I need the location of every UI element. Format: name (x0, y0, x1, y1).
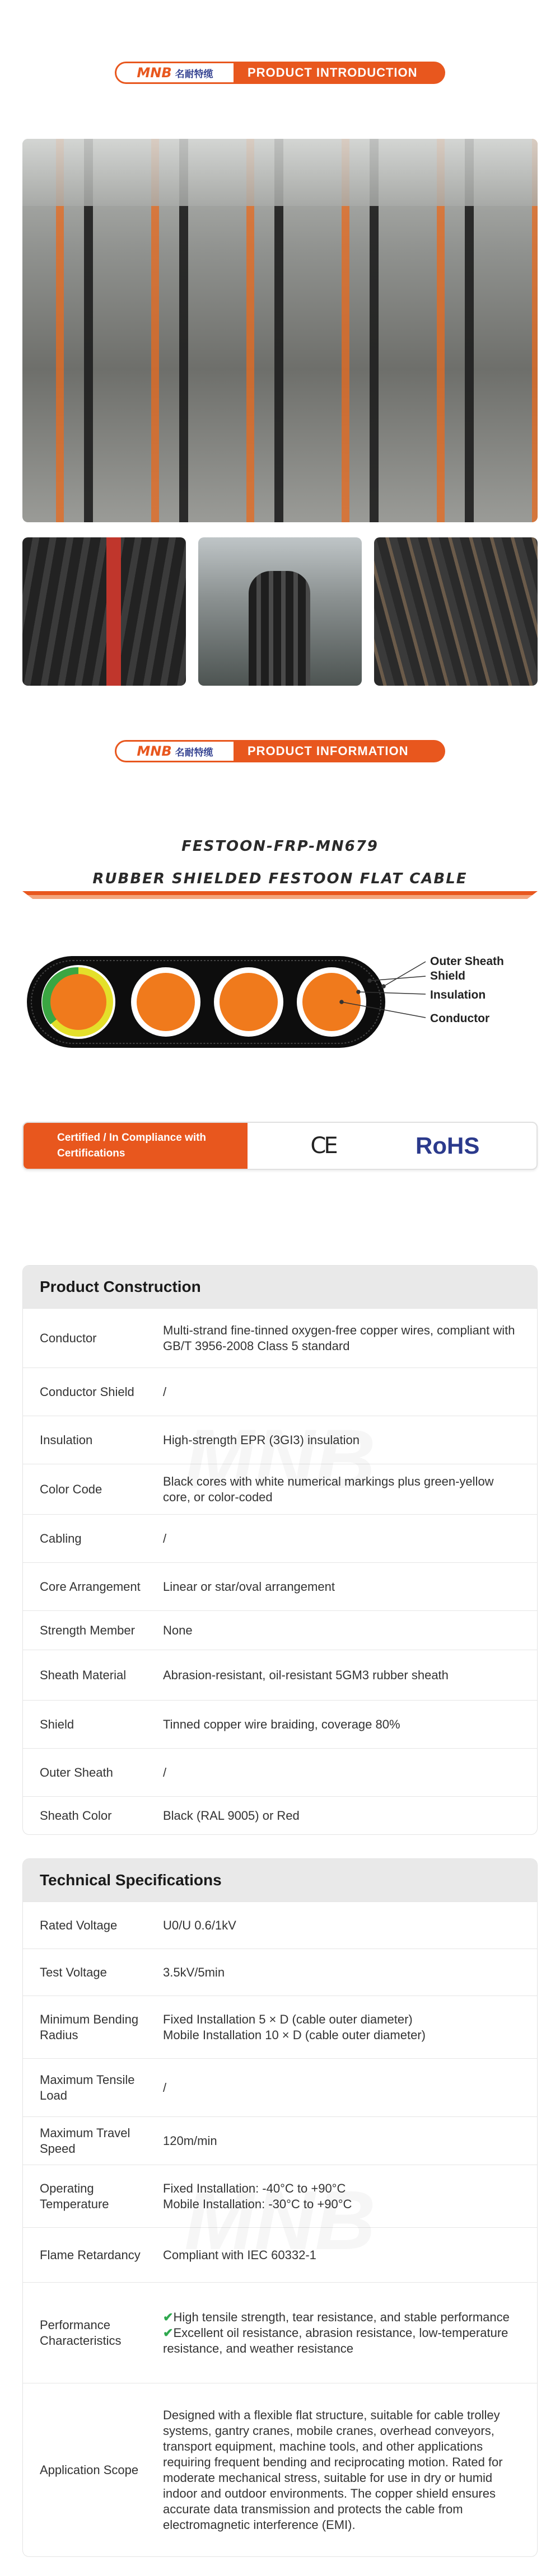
rohs-mark: RoHS (416, 1132, 480, 1159)
row-key: Operating Temperature (40, 2181, 109, 2211)
row-value: / (163, 1531, 167, 1545)
label-shield: Shield (430, 969, 466, 982)
row-value: High-strength EPR (3GI3) insulation (163, 1432, 360, 1447)
table-row (23, 1367, 537, 1416)
table-row (23, 1996, 537, 2058)
table-row (23, 1748, 537, 1796)
table-row (23, 1650, 537, 1700)
check-icon: ✔ (163, 2310, 174, 2324)
row-value: / (163, 1765, 167, 1779)
row-value: / (163, 1384, 167, 1399)
model-name: RUBBER SHIELDED FESTOON FLAT CABLE (92, 870, 468, 887)
feature-item (163, 2325, 520, 2357)
brand-logo (115, 62, 235, 84)
product-photo-3 (374, 537, 538, 686)
label-insulation: Insulation (430, 989, 486, 1001)
row-value: Tinned copper wire braiding, coverage 80% (163, 1717, 400, 1731)
cable-cross-section-diagram (22, 946, 538, 1058)
brand-logo (115, 740, 235, 762)
row-key: Conductor Shield (40, 1384, 134, 1399)
conductor-core-2 (137, 973, 195, 1031)
table-row (23, 1562, 537, 1610)
row-key: Sheath Color (40, 1808, 112, 1823)
row-value: Black (RAL 9005) or Red (163, 1808, 300, 1823)
table-row (23, 1416, 537, 1464)
row-value: Compliant with IEC 60332-1 (163, 2247, 316, 2262)
table-title: Technical Specifications (23, 1859, 537, 1901)
model-code: FESTOON-FRP-MN679 (181, 838, 379, 855)
row-value: Fixed Installation 5 × D (cable outer diameter) Mobile Installation 10 × D (cable outer diameter) (163, 2012, 426, 2042)
row-value (153, 2283, 537, 2383)
row-key: Core Arrangement (40, 1579, 141, 1594)
table-row (23, 1610, 537, 1650)
label-outer-sheath: Outer Sheath (430, 955, 504, 968)
row-value: Multi-strand fine-tinned oxygen-free copper wires, compliant with GB/T 3956-2008 Class 5 standard (163, 1323, 515, 1353)
row-key: Application Scope (40, 2462, 139, 2477)
table-row (23, 1514, 537, 1562)
certification-bar (22, 1122, 538, 1170)
row-key: Sheath Material (40, 1668, 127, 1682)
logo-mark: MNB (137, 65, 172, 81)
conductor-core-4 (302, 973, 361, 1031)
row-key: Strength Member (40, 1623, 135, 1637)
certification-label: Certified / In Compliance with Certifications (24, 1123, 248, 1169)
row-value: 3.5kV/5min (163, 1965, 225, 1979)
section-title: PRODUCT INTRODUCTION (235, 62, 445, 84)
row-key: Maximum Tensile Load (40, 2072, 135, 2102)
ce-mark: CE (310, 1133, 336, 1159)
row-value: 120m/min (163, 2133, 217, 2148)
logo-mark: MNB (137, 743, 172, 759)
product-photo-1 (22, 537, 186, 686)
table-row (23, 2282, 537, 2383)
table-row (23, 1796, 537, 1834)
row-value: Abrasion-resistant, oil-resistant 5GM3 rubber sheath (163, 1668, 449, 1682)
row-key: Conductor (40, 1331, 97, 1345)
label-conductor: Conductor (430, 1012, 490, 1025)
row-value: None (163, 1623, 193, 1637)
row-key: Flame Retardancy (40, 2247, 141, 2262)
row-key: Outer Sheath (40, 1765, 113, 1779)
table-row (23, 1901, 537, 1949)
table-row (23, 2383, 537, 2556)
logo-cn: 名耐特缆 (175, 68, 213, 79)
section-title: PRODUCT INFORMATION (235, 740, 445, 762)
row-key: Rated Voltage (40, 1918, 118, 1932)
conductor-core-3 (220, 973, 278, 1031)
feature-item (163, 2310, 510, 2325)
conductor-core-1 (50, 974, 106, 1030)
title-underline (22, 891, 538, 899)
table-row (23, 2116, 537, 2165)
feature-text: High tensile strength, tear resistance, and stable performance (173, 2310, 510, 2324)
table-row (23, 1949, 537, 1996)
table-row (23, 2165, 537, 2227)
row-value: / (163, 2080, 167, 2095)
logo-cn: 名耐特缆 (175, 747, 213, 758)
row-key: Color Code (40, 1482, 102, 1496)
row-key: Insulation (40, 1432, 93, 1447)
table-row (23, 1700, 537, 1748)
product-construction-table (22, 1265, 538, 1835)
product-photo-main (22, 139, 538, 522)
row-key: Test Voltage (40, 1965, 107, 1979)
row-value: Linear or star/oval arrangement (163, 1579, 335, 1594)
table-row (23, 1308, 537, 1367)
table-row (23, 2058, 537, 2116)
row-value: Fixed Installation: -40°C to +90°C Mobile Installation: -30°C to +90°C (163, 2181, 352, 2211)
row-key: Performance Characteristics (40, 2317, 122, 2348)
table-row (23, 2227, 537, 2282)
row-value: U0/U 0.6/1kV (163, 1918, 236, 1932)
row-key: Minimum Bending Radius (40, 2012, 139, 2042)
feature-text: Excellent oil resistance, abrasion resistance, low-temperature resistance, and weather resistance (163, 2325, 508, 2355)
row-value: Black cores with white numerical markings plus green-yellow core, or color-coded (163, 1474, 494, 1504)
technical-specifications-table (22, 1858, 538, 2557)
row-key: Maximum Travel Speed (40, 2125, 130, 2156)
row-key: Shield (40, 1717, 74, 1731)
product-photo-2 (198, 537, 362, 686)
check-icon: ✔ (163, 2325, 174, 2340)
table-row (23, 1464, 537, 1514)
table-title: Product Construction (23, 1266, 537, 1308)
row-key: Cabling (40, 1531, 82, 1545)
row-value: Designed with a flexible flat structure, suitable for cable trolley systems, gantry cranes, mobile cranes, overhead conveyors, transport equipment, machine tools, and other applications requiring frequent bending and reciprocating motion. Rated for moderate mechanical stress, suitable for use in dry or humid indoor and outdoor environments. The copper shield ensures accurate data transmission and protects the cable from electromagnetic interference (EMI). (163, 2408, 503, 2532)
section-banner-intro (115, 62, 445, 84)
section-banner-info (115, 740, 445, 762)
